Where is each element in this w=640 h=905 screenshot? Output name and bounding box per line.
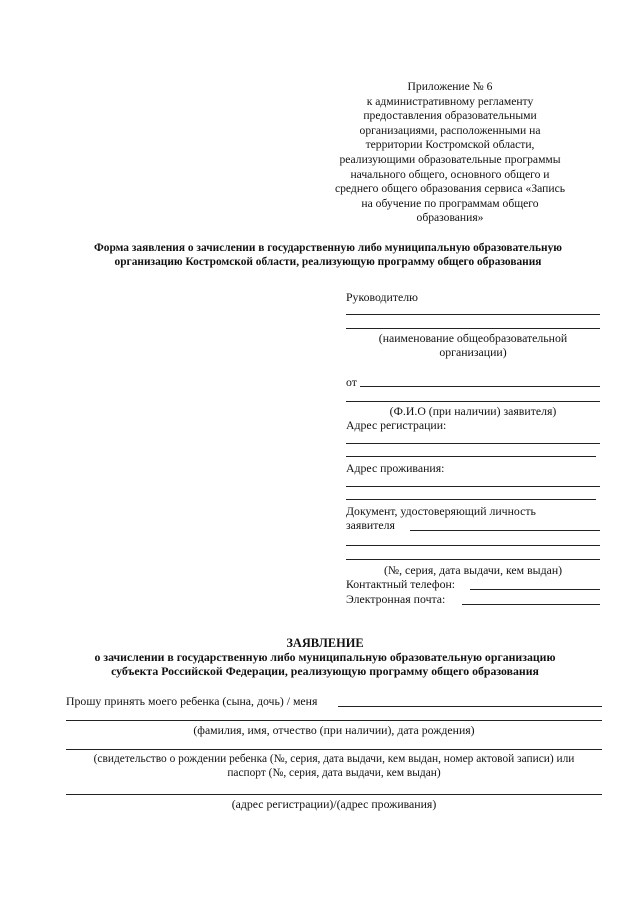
appendix-line: начального общего, основного общего и xyxy=(350,167,550,181)
registration-address-line-1[interactable] xyxy=(346,443,600,444)
child-name-caption: (фамилия, имя, отчество (при наличии), дата рождения) xyxy=(193,723,475,737)
id-document-caption: (№, серия, дата выдачи, кем выдан) xyxy=(383,563,563,577)
appendix-line: к административному регламенту xyxy=(366,94,534,108)
org-name-line-1[interactable] xyxy=(346,314,600,315)
birth-certificate-line[interactable] xyxy=(66,749,602,750)
org-name-line-2[interactable] xyxy=(346,328,600,329)
email-label: Электронная почта: xyxy=(346,592,446,606)
request-text: Прошу принять моего ребенка (сына, дочь) / меня xyxy=(66,694,318,708)
to-director-label: Руководителю xyxy=(346,290,418,304)
id-document-line-3[interactable] xyxy=(346,559,600,560)
form-title xyxy=(48,241,608,269)
address-caption: (адрес регистрации)/(адрес проживания) xyxy=(231,797,437,811)
appendix-line: реализующими образовательные программы xyxy=(339,152,561,166)
residence-address-line-1[interactable] xyxy=(346,486,600,487)
email-input-line[interactable] xyxy=(462,604,600,605)
id-document-label-1: Документ, удостоверяющий личность xyxy=(346,504,536,518)
registration-address-label: Адрес регистрации: xyxy=(346,418,447,432)
registration-address-line-2[interactable] xyxy=(346,456,596,457)
child-name-line-2[interactable] xyxy=(66,720,602,721)
phone-label: Контактный телефон: xyxy=(346,577,456,591)
id-document-label-2: заявителя xyxy=(346,518,395,532)
applicant-name-line-2[interactable] xyxy=(346,401,600,402)
from-label: от xyxy=(346,375,357,389)
birth-certificate-caption-1: (свидетельство о рождении ребенка (№, серия, дата выдачи, кем выдан, номер актовой записи) или xyxy=(93,753,575,765)
id-document-line-2[interactable] xyxy=(346,545,600,546)
residence-address-label: Адрес проживания: xyxy=(346,461,445,475)
phone-input-line[interactable] xyxy=(470,589,600,590)
address-line[interactable] xyxy=(66,794,602,795)
applicant-fio-caption: (Ф.И.О (при наличии) заявителя) xyxy=(389,404,557,418)
child-name-line-1[interactable] xyxy=(338,706,602,707)
id-document-line-1[interactable] xyxy=(410,530,600,531)
appendix-line: образования» xyxy=(416,211,484,225)
appendix-header xyxy=(330,80,570,226)
birth-certificate-caption-2: паспорт (№, серия, дата выдачи, кем выдан) xyxy=(227,767,441,779)
applicant-name-line-1[interactable] xyxy=(360,386,600,387)
form-title-line-2: организацию Костромской области, реализующую программу общего образования xyxy=(114,256,542,268)
application-subtitle-line-2: субъекта Российской Федерации, реализующую программу общего образования xyxy=(111,664,539,678)
org-name-caption-1: (наименование общеобразовательной xyxy=(378,331,568,345)
appendix-line: среднего общего образования сервиса «Запись xyxy=(334,182,565,196)
application-subtitle-line-1: о зачислении в государственную либо муниципальную образовательную организацию xyxy=(94,650,556,664)
form-title-line-1: Форма заявления о зачислении в государственную либо муниципальную образовательную xyxy=(93,242,562,254)
application-title: ЗАЯВЛЕНИЕ xyxy=(286,636,364,650)
appendix-line: на обучение по программам общего xyxy=(361,196,539,210)
application-heading xyxy=(40,636,610,678)
appendix-line: организациями, расположенными на xyxy=(359,123,541,137)
org-name-caption-2: организации) xyxy=(439,345,507,359)
appendix-line: предоставления образовательными xyxy=(363,109,537,123)
appendix-line: территории Костромской области, xyxy=(365,138,535,152)
residence-address-line-2[interactable] xyxy=(346,499,596,500)
appendix-line: Приложение № 6 xyxy=(407,80,493,93)
